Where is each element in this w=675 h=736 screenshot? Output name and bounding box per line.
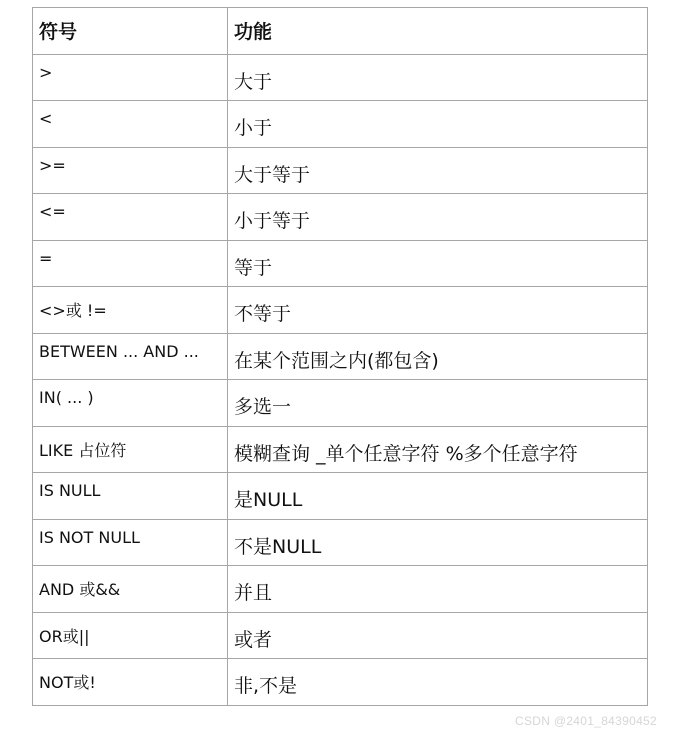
symbol-cell: IS NOT NULL	[33, 519, 228, 566]
table-row	[33, 333, 648, 380]
symbol-cell: <>或 !=	[33, 287, 228, 334]
symbol-cell: <	[33, 101, 228, 148]
symbol-cell: AND 或&&	[33, 566, 228, 613]
function-cell: 并且	[228, 566, 648, 613]
table-row	[33, 54, 648, 101]
symbol-cell: <=	[33, 194, 228, 241]
table-row	[33, 612, 648, 659]
function-cell: 在某个范围之内(都包含)	[228, 333, 648, 380]
function-cell: 等于	[228, 240, 648, 287]
table-row	[33, 519, 648, 566]
symbol-cell: >=	[33, 147, 228, 194]
table-row	[33, 473, 648, 520]
table-row	[33, 194, 648, 241]
symbol-cell: OR或||	[33, 612, 228, 659]
symbol-cell: NOT或!	[33, 659, 228, 706]
table-row	[33, 287, 648, 334]
operator-table	[32, 7, 648, 706]
function-cell: 不等于	[228, 287, 648, 334]
table-row	[33, 101, 648, 148]
symbol-cell: =	[33, 240, 228, 287]
header-symbol: 符号	[33, 8, 228, 55]
symbol-cell: IN( ... )	[33, 380, 228, 427]
table-row	[33, 659, 648, 706]
function-cell: 是NULL	[228, 473, 648, 520]
table-row	[33, 566, 648, 613]
table-row	[33, 240, 648, 287]
function-cell: 不是NULL	[228, 519, 648, 566]
function-cell: 多选一	[228, 380, 648, 427]
symbol-cell: LIKE 占位符	[33, 426, 228, 473]
function-cell: 模糊查询 _单个任意字符 %多个任意字符	[228, 426, 648, 473]
symbol-cell: >	[33, 54, 228, 101]
symbol-cell: IS NULL	[33, 473, 228, 520]
function-cell: 大于等于	[228, 147, 648, 194]
table-row	[33, 147, 648, 194]
function-cell: 大于	[228, 54, 648, 101]
table-row	[33, 426, 648, 473]
function-cell: 小于等于	[228, 194, 648, 241]
header-function: 功能	[228, 8, 648, 55]
table-header-row	[33, 8, 648, 55]
table-row	[33, 380, 648, 427]
watermark: CSDN @2401_84390452	[515, 714, 657, 728]
function-cell: 或者	[228, 612, 648, 659]
function-cell: 非,不是	[228, 659, 648, 706]
function-cell: 小于	[228, 101, 648, 148]
symbol-cell: BETWEEN ... AND ...	[33, 333, 228, 380]
